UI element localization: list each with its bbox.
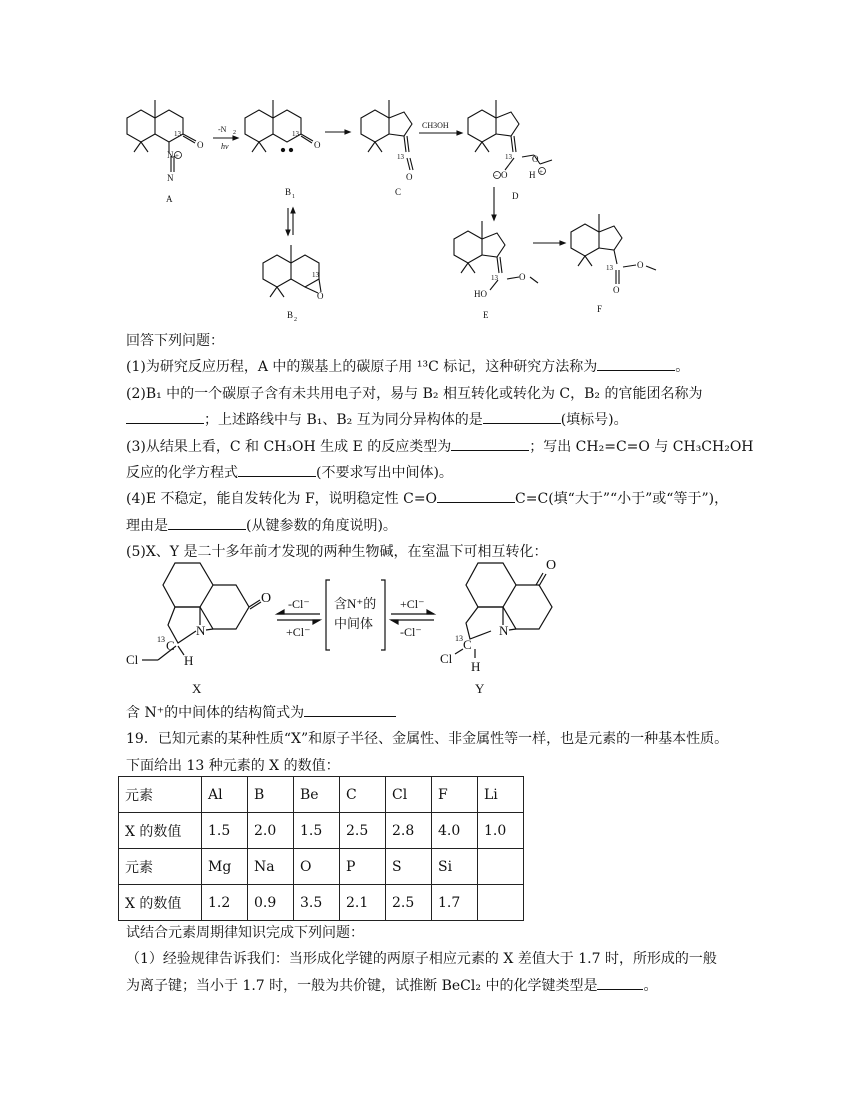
- svg-text:O: O: [519, 272, 526, 282]
- svg-text:O: O: [197, 140, 204, 150]
- svg-text:13: 13: [157, 635, 165, 644]
- table-cell: 1.7: [432, 885, 478, 921]
- svg-text:-N: -N: [218, 125, 227, 134]
- answer-blank-2a[interactable]: [126, 407, 204, 424]
- structure-x: [142, 563, 261, 660]
- svg-text:-Cl⁻: -Cl⁻: [288, 597, 310, 611]
- svg-text:中间体: 中间体: [334, 616, 374, 631]
- svg-text:2: 2: [294, 317, 297, 323]
- structure-c: [361, 100, 413, 170]
- answer-blank-4a[interactable]: [437, 486, 515, 503]
- svg-text:13: 13: [312, 271, 319, 279]
- table-row: [119, 885, 524, 921]
- table-cell: 2.8: [386, 813, 432, 849]
- question-19-stem: 19．已知元素的某种性质“X”和原子半径、金属性、非金属性等一样，也是元素的一种基本性质。: [126, 731, 729, 748]
- row-header-cell: 元素: [119, 777, 202, 813]
- svg-text:−: −: [494, 172, 498, 180]
- svg-text:Y: Y: [475, 681, 485, 696]
- table-row: [119, 849, 524, 885]
- svg-text:N: N: [196, 623, 206, 638]
- svg-text:13: 13: [606, 264, 613, 272]
- svg-text:E: E: [483, 310, 489, 320]
- table-cell: Al: [202, 777, 248, 813]
- row-header-cell: X 的数值: [119, 813, 202, 849]
- svg-text:X: X: [192, 681, 202, 696]
- svg-text:O: O: [261, 591, 272, 606]
- svg-text:C: C: [463, 637, 472, 652]
- svg-text:F: F: [597, 304, 603, 314]
- question-2: (2)B₁ 中的一个碳原子含有未共用电子对，易与 B₂ 相互转化或转化为 C，B₂ 的官能团名称为: [126, 385, 703, 402]
- svg-text:O: O: [637, 260, 644, 270]
- svg-text:O: O: [317, 291, 324, 301]
- table-cell: B: [248, 777, 294, 813]
- structure-f: [571, 214, 656, 284]
- table-cell: 4.0: [432, 813, 478, 849]
- svg-text:+: +: [539, 168, 543, 176]
- table-cell: Mg: [202, 849, 248, 885]
- svg-text:含N⁺的: 含N⁺的: [334, 596, 377, 611]
- answer-blank-4b[interactable]: [168, 513, 246, 530]
- answer-blank-2b[interactable]: [483, 407, 561, 424]
- row-header-cell: X 的数值: [119, 885, 202, 921]
- table-cell: 1.5: [202, 813, 248, 849]
- svg-text:13: 13: [491, 274, 498, 282]
- table-cell: 0.9: [248, 885, 294, 921]
- table-cell: O: [294, 849, 340, 885]
- table-cell: 2.0: [248, 813, 294, 849]
- svg-text:hv: hv: [221, 142, 229, 151]
- svg-text:13: 13: [292, 130, 299, 138]
- svg-text:+Cl⁻: +Cl⁻: [400, 597, 425, 611]
- svg-text:O: O: [613, 285, 620, 295]
- svg-text:13: 13: [174, 130, 181, 138]
- reaction-scheme-1: [0, 0, 860, 330]
- svg-text:A: A: [166, 194, 173, 204]
- table-cell: Na: [248, 849, 294, 885]
- svg-text:O: O: [314, 140, 321, 150]
- question-5-ask: 含 N⁺的中间体的结构简式为: [126, 700, 766, 726]
- structure-a: [127, 100, 196, 172]
- table-cell: P: [340, 849, 386, 885]
- svg-text:D: D: [512, 191, 519, 201]
- table-cell: Cl: [386, 777, 432, 813]
- svg-text:B: B: [285, 187, 292, 197]
- svg-text:N: N: [167, 173, 174, 183]
- table-cell: Be: [294, 777, 340, 813]
- svg-text:CH3OH: CH3OH: [422, 121, 449, 130]
- svg-text:1: 1: [292, 194, 295, 200]
- svg-text:C: C: [166, 638, 175, 653]
- table-cell: S: [386, 849, 432, 885]
- answer-blank-5[interactable]: [304, 700, 396, 717]
- svg-text:+: +: [175, 152, 179, 160]
- svg-text:O: O: [406, 172, 413, 182]
- structure-d: [468, 100, 552, 179]
- table-cell: 2.1: [340, 885, 386, 921]
- table-cell: [478, 885, 524, 921]
- svg-text:13: 13: [505, 153, 512, 161]
- question-3: (3)从结果上看，C 和 CH₃OH 生成 E 的反应类型为 ；写出 CH₂=C=O 与 CH₃CH₂OH: [126, 434, 766, 460]
- question-1: (1)为研究反应历程，A 中的羰基上的碳原子用 ¹³C 标记，这种研究方法称为 。: [126, 354, 766, 380]
- svg-text:H: H: [529, 170, 536, 180]
- question-4: (4)E 不稳定，能自发转化为 F，说明稳定性 C=O C=C(填“大于”“小于”或“等于”)，: [126, 486, 766, 512]
- answer-blank-3a[interactable]: [451, 434, 529, 451]
- answer-blank-19-1[interactable]: [597, 973, 643, 990]
- table-cell: 1.5: [294, 813, 340, 849]
- table-cell: 2.5: [386, 885, 432, 921]
- structure-b1: [245, 100, 313, 152]
- svg-text:B: B: [287, 310, 294, 320]
- svg-text:O: O: [532, 154, 539, 164]
- svg-text:N: N: [499, 623, 509, 638]
- table-cell: 1.0: [478, 813, 524, 849]
- svg-text:13: 13: [455, 634, 463, 643]
- reaction-scheme-2: [0, 553, 860, 703]
- question-19-block: 含 N⁺的中间体的结构简式为 19．已知元素的某种性质“X”和原子半径、金属性、非金属性等一样，也是元素的一种基本性质。 下面给出 13 种元素的 X 的数值：: [126, 700, 766, 779]
- table-cell: C: [340, 777, 386, 813]
- svg-text:C: C: [395, 187, 402, 197]
- questions-block: 回答下列问题： (1)为研究反应历程，A 中的羰基上的碳原子用 ¹³C 标记，这种研究方法称为 。 (2)B₁ 中的一个碳原子含有未共用电子对，易与 B₂ 相互转化或转化为 C，B₂ 的官能团名称为 ；上述路线中与 B₁、B₂ 互为同分异构体的是 (填标号)。 (3)从结果上看，C 和 CH₃OH 生成 E 的反应类型为 ；写出 CH₂=C=O 与 CH₃CH₂OH 反应的化学方程式 (不要求写出中间体)。 (4)E 不稳定，能自发转化为 F，说明稳定性 C=O C=C(填“大于”“小于”或“等于”)， 理由是 (从键参数的角度说明)。 (5)X、Y 是二十多年前才发现的两种生物碱，在室温下可相互转化：: [126, 328, 766, 566]
- svg-text:+Cl⁻: +Cl⁻: [286, 625, 311, 639]
- table-cell: 3.5: [294, 885, 340, 921]
- svg-text:H: H: [471, 659, 481, 674]
- svg-text:-Cl⁻: -Cl⁻: [400, 625, 422, 639]
- table-cell: Si: [432, 849, 478, 885]
- row-header-cell: 元素: [119, 849, 202, 885]
- svg-text:N: N: [167, 150, 174, 160]
- svg-text:Cl: Cl: [126, 652, 139, 667]
- element-x-table: [118, 776, 524, 921]
- table-cell: 1.2: [202, 885, 248, 921]
- svg-text:O: O: [501, 170, 508, 180]
- question-19-part-1: 试结合元素周期律知识完成下列问题： （1）经验规律告诉我们：当形成化学键的两原子相应元素的 X 差值大于 1.7 时，所形成的一般 为离子键；当小于 1.7 时，一般为共价键，试推断 BeCl₂ 中的化学键类型是 。: [126, 925, 717, 994]
- table-row: [119, 813, 524, 849]
- svg-text:2: 2: [233, 130, 236, 136]
- table-row: [119, 777, 524, 813]
- answer-blank-3b[interactable]: [238, 460, 316, 477]
- table-cell: F: [432, 777, 478, 813]
- svg-text:HO: HO: [474, 289, 487, 299]
- answer-blank-1[interactable]: [597, 354, 675, 371]
- question-5: (5)X、Y 是二十多年前才发现的两种生物碱，在室温下可相互转化：: [126, 544, 548, 561]
- intro-line: 回答下列问题：: [126, 333, 224, 349]
- svg-text:Cl: Cl: [440, 651, 453, 666]
- svg-text:13: 13: [397, 153, 404, 161]
- table-cell: Li: [478, 777, 524, 813]
- svg-text:O: O: [546, 558, 557, 573]
- svg-text:H: H: [184, 653, 194, 668]
- table-cell: [478, 849, 524, 885]
- table-cell: 2.5: [340, 813, 386, 849]
